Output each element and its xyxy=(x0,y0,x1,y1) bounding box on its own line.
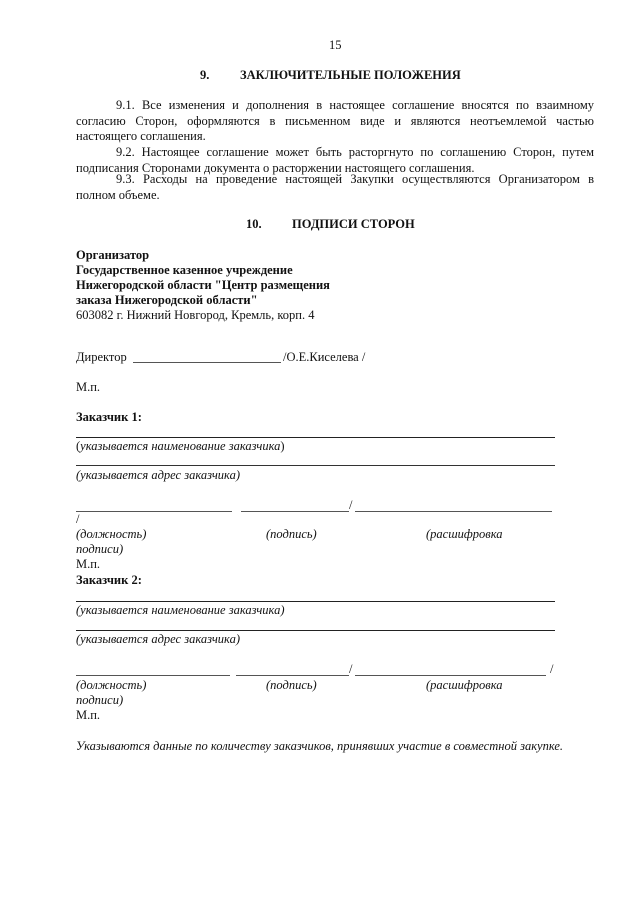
section-9-title: ЗАКЛЮЧИТЕЛЬНЫЕ ПОЛОЖЕНИЯ xyxy=(240,68,461,82)
customer-1-signature-line[interactable] xyxy=(241,511,349,512)
customer-1-slash-end: / xyxy=(76,512,80,526)
customer-2-decoding-line[interactable] xyxy=(355,675,546,676)
customer-1-decoding-line[interactable] xyxy=(355,511,552,512)
customer-2-name-line[interactable] xyxy=(76,601,555,602)
organizer-stamp-label: М.п. xyxy=(76,380,101,394)
section-9-number: 9. xyxy=(200,68,210,82)
customer-1-label: Заказчик 1: xyxy=(76,410,142,424)
paragraph-9-2-text: 9.2. Настоящее соглашение может быть расторгнуто по соглашению Сторон, путем подписания Сторонами документа о расторжении настоящего соглашения. xyxy=(76,145,594,175)
customer-2-signature-line[interactable] xyxy=(236,675,349,676)
customer-1-name-hint xyxy=(76,439,285,455)
customer-2-decoding-hint-2: подписи) xyxy=(76,693,124,707)
section-10-title: ПОДПИСИ СТОРОН xyxy=(292,217,415,231)
customer-2-address-line[interactable] xyxy=(76,630,555,631)
organizer-address: 603082 г. Нижний Новгород, Кремль, корп. 4 xyxy=(76,308,315,322)
page-number: 15 xyxy=(329,38,342,52)
customer-2-position-hint: (должность) xyxy=(76,678,147,692)
paragraph-9-1-text: 9.1. Все изменения и дополнения в настоящее соглашение вносятся по взаимному согласию Сторон, оформляются в письменном виде и являются неотъемлемой частью настоящего соглашения. xyxy=(76,98,594,143)
customer-1-name-hint-open: ( xyxy=(76,439,81,453)
director-label: Директор xyxy=(76,350,127,364)
customer-2-label: Заказчик 2: xyxy=(76,573,142,587)
paragraph-9-3 xyxy=(76,172,594,203)
customer-1-address-hint: (указывается адрес заказчика) xyxy=(76,468,240,482)
customer-2-address-hint: (указывается адрес заказчика) xyxy=(76,632,240,646)
customer-1-decoding-hint: (расшифровка xyxy=(426,527,503,541)
customer-2-stamp-label: М.п. xyxy=(76,708,101,722)
customer-1-address-line[interactable] xyxy=(76,465,555,466)
organizer-name-line2: Нижегородской области "Центр размещения xyxy=(76,278,330,292)
customer-2-slash-end: / xyxy=(550,662,554,676)
customer-1-decoding-hint-2: подписи) xyxy=(76,542,124,556)
customer-1-name-hint-text: указывается наименование заказчика xyxy=(80,439,281,453)
customer-1-signature-hint: (подпись) xyxy=(266,527,317,541)
paragraph-9-1 xyxy=(76,98,594,145)
customer-2-slash-mid: / xyxy=(349,662,353,676)
paragraph-9-3-text: 9.3. Расходы на проведение настоящей Закупки осуществляются Организатором в полном объеме. xyxy=(76,172,594,202)
customer-2-name-hint: (указывается наименование заказчика) xyxy=(76,603,285,617)
customer-1-name-line[interactable] xyxy=(76,437,555,438)
customer-1-slash-mid: / xyxy=(349,498,353,512)
customer-1-position-line[interactable] xyxy=(76,511,232,512)
organizer-label: Организатор xyxy=(76,248,150,262)
customer-1-position-hint: (должность) xyxy=(76,527,147,541)
director-name: /О.Е.Киселева / xyxy=(283,350,366,364)
customer-2-position-line[interactable] xyxy=(76,675,230,676)
customer-2-signature-hint: (подпись) xyxy=(266,678,317,692)
customer-1-stamp-label: М.п. xyxy=(76,557,101,571)
organizer-name-line3: заказа Нижегородской области" xyxy=(76,293,258,307)
customer-2-decoding-hint: (расшифровка xyxy=(426,678,503,692)
organizer-name-line1: Государственное казенное учреждение xyxy=(76,263,293,277)
customer-1-name-hint-close: ) xyxy=(280,439,285,453)
section-10-number: 10. xyxy=(246,217,262,231)
footnote: Указываются данные по количеству заказчиков, принявших участие в совместной закупке. xyxy=(76,739,564,753)
director-signature-line[interactable] xyxy=(133,362,281,363)
